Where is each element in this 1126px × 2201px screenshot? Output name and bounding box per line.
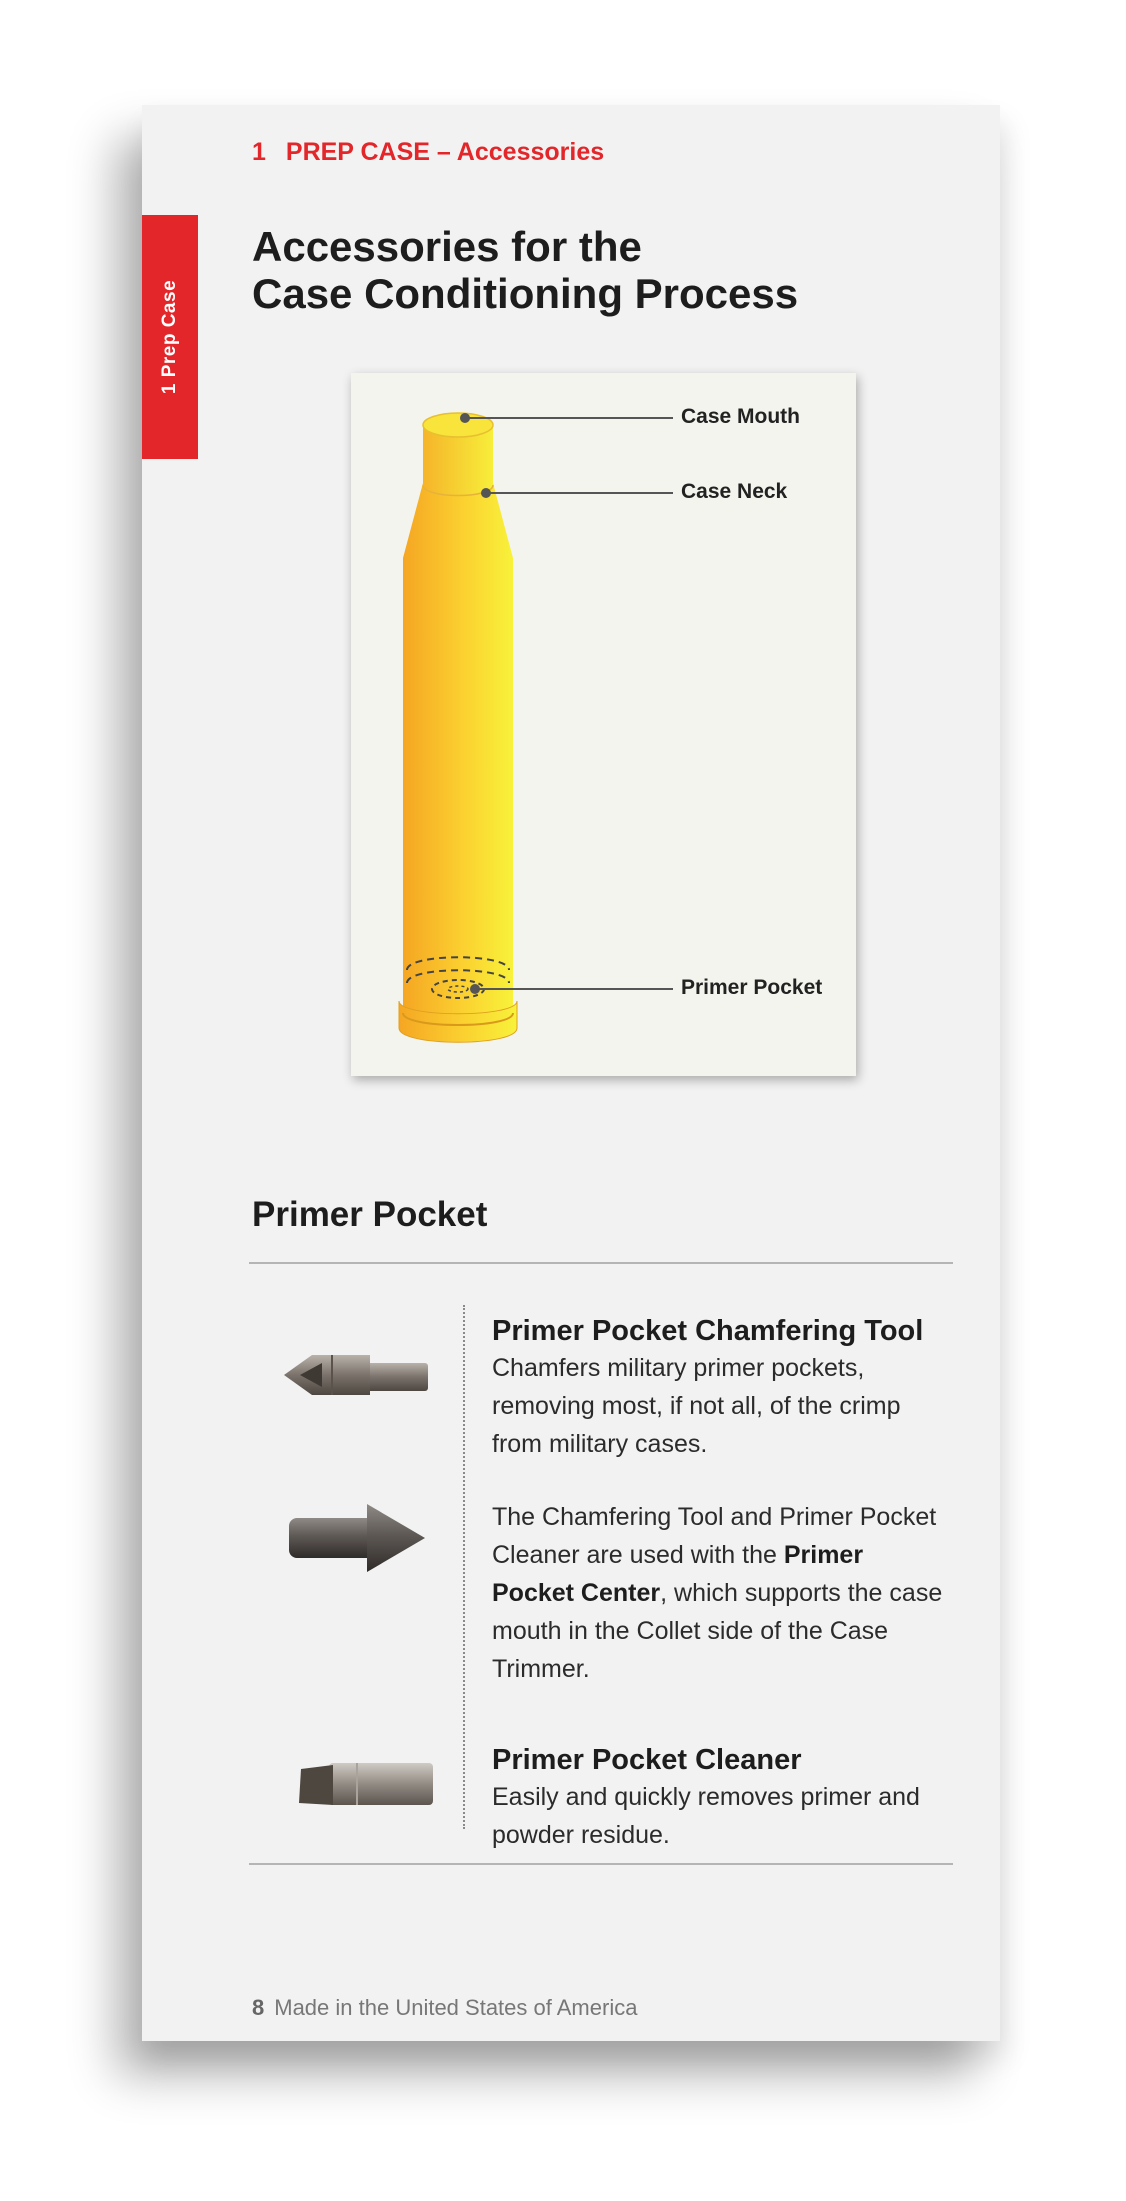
pocket-cleaner-icon <box>297 1759 437 1811</box>
chamfering-tool-icon <box>282 1345 432 1405</box>
primer-pocket-heading: Primer Pocket <box>252 1195 488 1234</box>
section-title: PREP CASE – Accessories <box>285 138 605 166</box>
page-footer <box>252 1995 637 2021</box>
note-text-1: The Chamfering Tool and Primer Pocket Cleaner are used with the <box>492 1503 937 1569</box>
page-title-line-1: Accessories for the <box>252 223 642 270</box>
callout-primer-pocket: Primer Pocket <box>681 976 823 999</box>
product-pocket-cleaner <box>492 1742 947 1854</box>
product-description: Chamfers military primer pockets, removing most, if not all, of the crimp from military cases. <box>492 1354 901 1458</box>
note-bold-product: Primer Pocket Center <box>492 1541 864 1607</box>
cartridge-case-illustration <box>351 373 856 1076</box>
side-tab <box>142 215 198 459</box>
product-chamfering-tool <box>492 1313 947 1463</box>
page-number: 8 <box>252 1995 265 2020</box>
page-title <box>252 223 892 317</box>
section-number: 1 <box>252 138 266 166</box>
bottom-divider <box>249 1863 953 1865</box>
cartridge-case-diagram <box>351 373 856 1076</box>
brochure-page <box>142 105 1000 2041</box>
vertical-dotted-divider <box>463 1305 465 1829</box>
page-title-line-2: Case Conditioning Process <box>252 270 799 317</box>
callout-case-neck: Case Neck <box>681 480 788 503</box>
note-text-2: , which supports the case mouth in the Collet side of the Case Trimmer. <box>492 1579 943 1683</box>
pocket-center-note <box>492 1498 947 1688</box>
top-divider <box>249 1262 953 1264</box>
product-name: Primer Pocket Cleaner <box>492 1744 802 1776</box>
side-tab-label: 1 Prep Case <box>159 279 180 395</box>
pocket-center-icon <box>287 1498 427 1578</box>
footer-text: Made in the United States of America <box>274 1995 638 2020</box>
section-label <box>252 138 604 167</box>
product-name: Primer Pocket Chamfering Tool <box>492 1315 924 1347</box>
product-description: Easily and quickly removes primer and powder residue. <box>492 1783 920 1849</box>
callout-case-mouth: Case Mouth <box>681 405 801 428</box>
